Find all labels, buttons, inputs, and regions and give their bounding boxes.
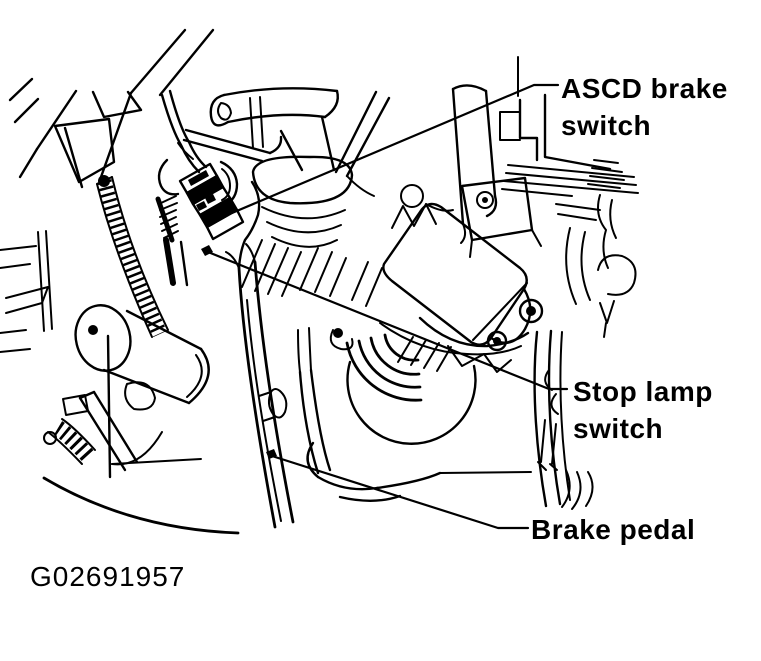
ascd-leader-line bbox=[232, 85, 558, 213]
label-ascd-brake-switch: ASCD brake switch bbox=[561, 73, 728, 141]
figure-id: G02691957 bbox=[30, 561, 186, 592]
dash-panel-lines bbox=[10, 30, 213, 187]
label-brake-pedal: Brake pedal bbox=[531, 514, 696, 545]
ascd-brake-switch-part bbox=[158, 143, 243, 285]
left-side-details bbox=[0, 231, 238, 533]
label-stop-lamp-switch: Stop lamp switch bbox=[573, 376, 713, 444]
